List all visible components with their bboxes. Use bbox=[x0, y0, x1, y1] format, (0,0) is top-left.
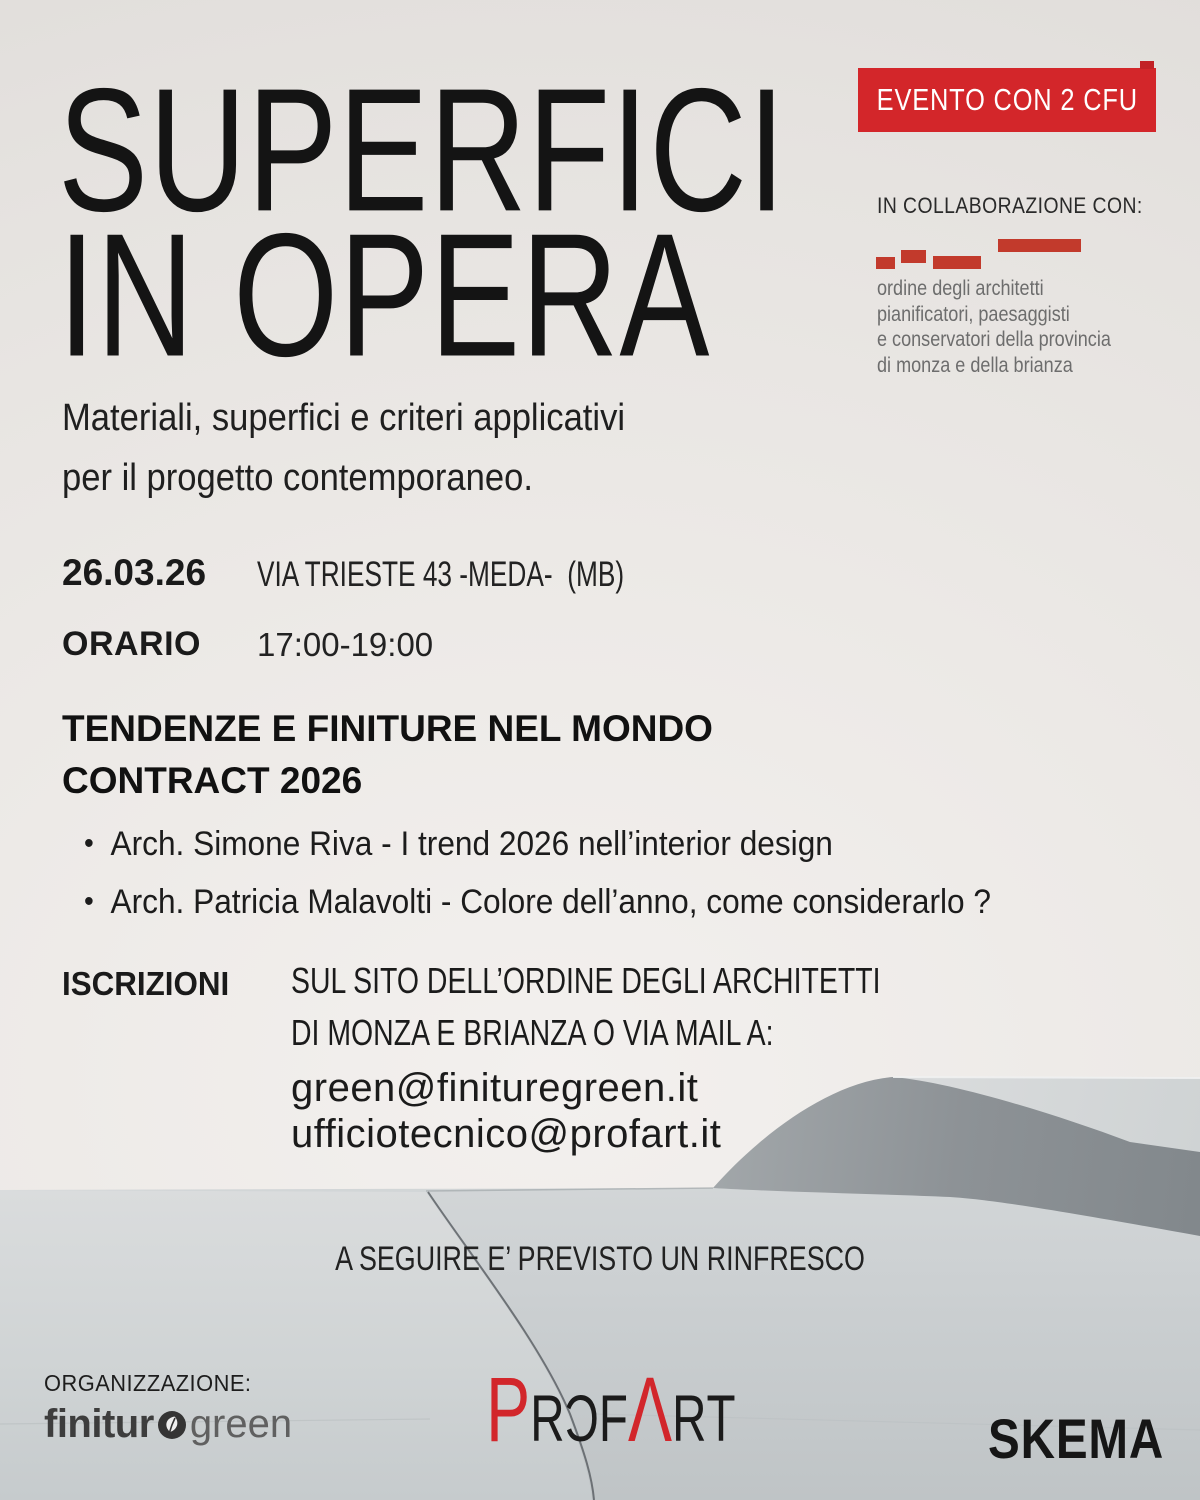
time-label: ORARIO bbox=[62, 625, 201, 663]
bullet-icon: • bbox=[84, 885, 94, 918]
logo-dash-4 bbox=[998, 239, 1081, 252]
org-line-1: ordine degli architetti bbox=[877, 277, 1044, 300]
registration-line-2: DI MONZA E BRIANZA O VIA MAIL A: bbox=[291, 1012, 774, 1053]
program-item-1-text: Arch. Simone Riva - I trend 2026 nell’interior design bbox=[110, 825, 833, 863]
logo-dash-3 bbox=[933, 256, 981, 269]
architects-order-logo-mark-icon bbox=[876, 238, 1086, 272]
refreshments-note: A SEGUIRE E’ PREVISTO UN RINFRESCO bbox=[335, 1240, 865, 1278]
curl-highlight-edge bbox=[893, 1077, 1200, 1078]
poster-subtitle bbox=[62, 388, 625, 508]
subtitle-line-1: Materiali, superfici e criteri applicativi bbox=[62, 397, 626, 439]
program-item-2-text: Arch. Patricia Malavolti - Colore dell’anno, come considerarlo ? bbox=[110, 883, 992, 921]
profart-letter-r2: R bbox=[672, 1381, 707, 1455]
profart-letter-a: Λ bbox=[627, 1359, 673, 1461]
organization-label: ORGANIZZAZIONE: bbox=[44, 1370, 252, 1396]
profart-letter-r1: R bbox=[530, 1381, 565, 1455]
skema-logo: SKEMA bbox=[988, 1407, 1165, 1470]
collaboration-heading: IN COLLABORAZIONE CON: bbox=[877, 193, 1143, 218]
finituregreen-logo-part1: finitur bbox=[44, 1402, 154, 1446]
title-line-2: IN OPERA bbox=[58, 196, 711, 393]
event-date: 26.03.26 bbox=[62, 552, 207, 593]
title-line-1: SUPERFICI bbox=[58, 51, 787, 248]
logo-dash-1 bbox=[876, 257, 895, 269]
registration-label: ISCRIZIONI bbox=[62, 965, 230, 1002]
program-item-2 bbox=[84, 880, 991, 924]
poster-title bbox=[58, 51, 787, 393]
profart-letter-f: F bbox=[598, 1381, 628, 1455]
cfu-badge bbox=[858, 68, 1156, 132]
registration-line-1: SUL SITO DELL’ORDINE DEGLI ARCHITETTI bbox=[291, 960, 881, 1001]
profart-letter-p: P bbox=[486, 1359, 531, 1461]
logo-dash-2 bbox=[901, 250, 926, 263]
profart-letter-o: Ɔ bbox=[564, 1381, 599, 1455]
profart-letter-t: T bbox=[706, 1381, 736, 1455]
finituregreen-logo-part2: green bbox=[189, 1402, 293, 1446]
finituregreen-logo bbox=[44, 1402, 292, 1447]
registration-email-2: ufficiotecnico@profart.it bbox=[291, 1112, 722, 1156]
event-time: 17:00-19:00 bbox=[257, 626, 434, 663]
cfu-badge-label: EVENTO CON 2 CFU bbox=[876, 82, 1138, 117]
profart-logo bbox=[486, 1359, 736, 1461]
finituregreen-leaf-icon bbox=[157, 1410, 187, 1440]
event-location: VIA TRIESTE 43 -MEDA- (MB) bbox=[257, 555, 625, 594]
org-line-4: di monza e della brianza bbox=[877, 353, 1073, 377]
bullet-icon: • bbox=[84, 827, 94, 860]
program-heading-line-1: TENDENZE E FINITURE NEL MONDO bbox=[62, 708, 713, 749]
program-heading bbox=[62, 703, 713, 807]
program-item-1 bbox=[84, 822, 833, 866]
program-heading-line-2: CONTRACT 2026 bbox=[62, 760, 363, 801]
registration-email-1: green@finituregreen.it bbox=[291, 1066, 699, 1110]
org-line-2: pianificatori, paesaggisti bbox=[877, 302, 1070, 326]
architects-order-name bbox=[877, 276, 1111, 378]
subtitle-line-2: per il progetto contemporaneo. bbox=[62, 457, 533, 499]
org-line-3: e conservatori della provincia bbox=[877, 328, 1111, 351]
